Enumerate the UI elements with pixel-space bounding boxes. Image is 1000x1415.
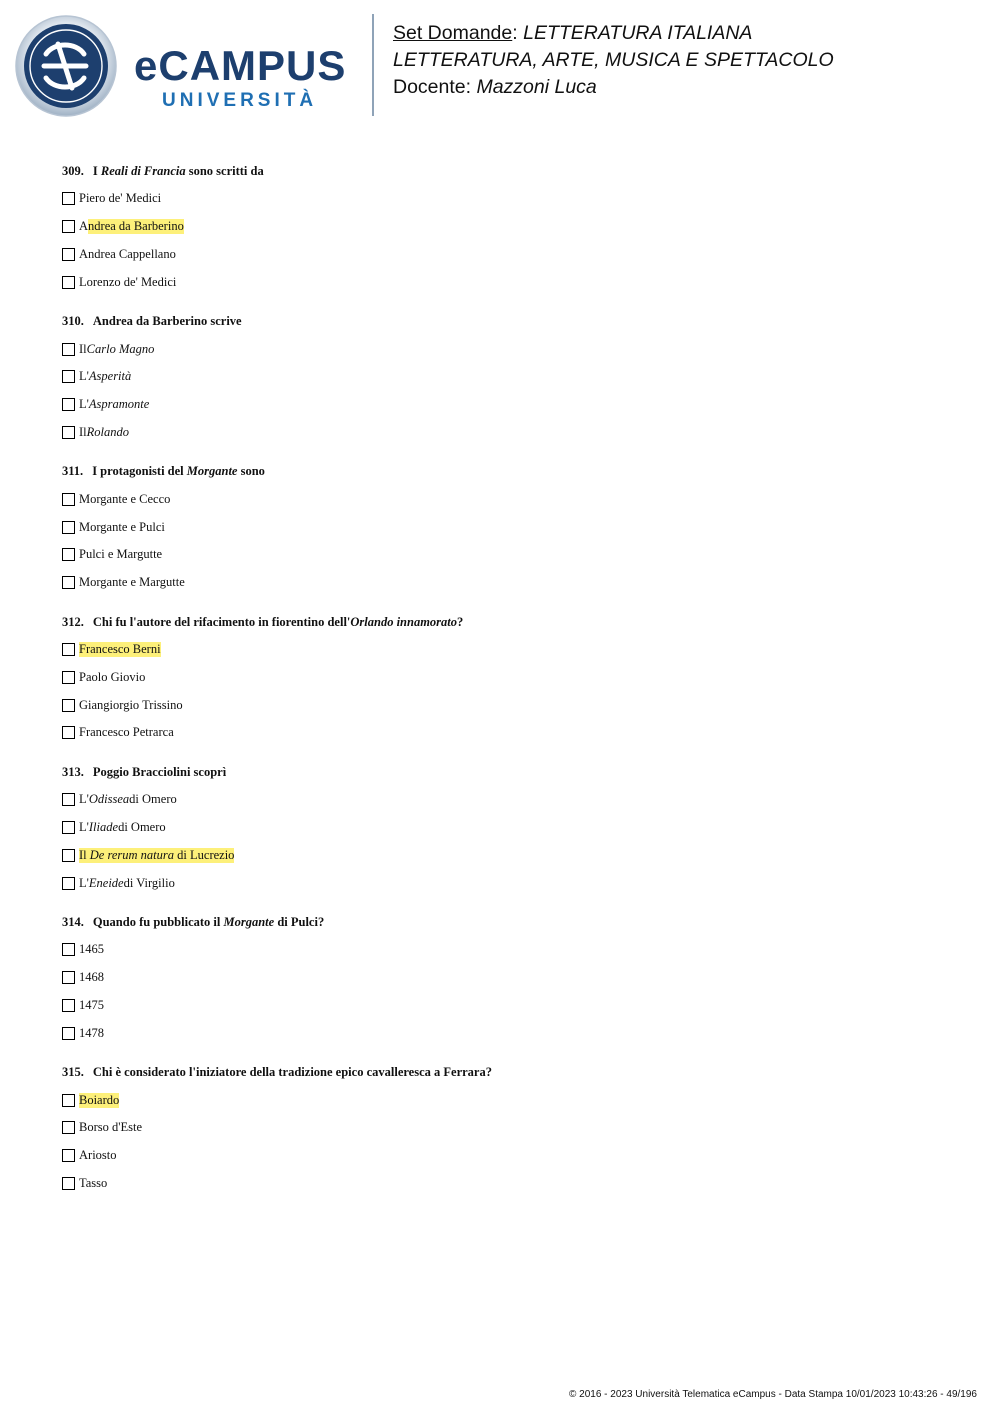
answer-option[interactable] <box>62 936 942 964</box>
option-text-italic: Iliade <box>88 819 119 834</box>
teacher-value: Mazzoni Luca <box>476 76 597 98</box>
question-number: 310. <box>62 314 84 329</box>
option-text: 1468 <box>79 970 104 985</box>
answer-option[interactable] <box>62 1142 942 1170</box>
answer-option[interactable] <box>62 241 942 269</box>
question-title <box>62 160 942 182</box>
checkbox[interactable] <box>62 220 75 233</box>
question-text: Chi è considerato l'iniziatore della tradizione epico cavalleresca a Ferrara? <box>92 1065 492 1080</box>
set-value: LETTERATURA ITALIANA <box>523 22 753 44</box>
page-footer: © 2016 - 2023 Università Telematica eCampus - Data Stampa 10/01/2023 10:43:26 - 49/196 <box>569 1389 977 1400</box>
answer-option[interactable] <box>62 992 942 1020</box>
set-sep: : <box>512 22 524 44</box>
question-text: I protagonisti del <box>92 464 187 479</box>
answer-option[interactable] <box>62 841 942 869</box>
option-text-highlighted: Boiardo <box>79 1092 120 1107</box>
question-text: Chi fu l'autore del rifacimento in fiorentino dell' <box>92 614 351 629</box>
question-315 <box>62 1061 942 1197</box>
option-text: A <box>79 219 89 234</box>
option-text-highlighted <box>79 848 234 863</box>
answer-option[interactable] <box>62 485 942 513</box>
answer-option[interactable] <box>62 786 942 814</box>
checkbox[interactable] <box>62 1121 75 1134</box>
option-text-italic: Aspramonte <box>88 397 150 412</box>
set-line-2 <box>393 47 834 74</box>
question-text-italic: Morgante <box>186 464 238 479</box>
question-310 <box>62 310 942 446</box>
option-text: 1478 <box>79 1025 104 1040</box>
checkbox[interactable] <box>62 999 75 1012</box>
answer-option[interactable] <box>62 663 942 691</box>
option-text: L' <box>79 819 89 834</box>
answer-option[interactable] <box>62 391 942 419</box>
option-text: Morgante e Margutte <box>79 575 185 590</box>
option-text: Lorenzo de' Medici <box>79 274 177 289</box>
option-text: Ariosto <box>79 1148 117 1163</box>
answer-option[interactable] <box>62 719 942 747</box>
logo-subtitle: UNIVERSITÀ <box>162 90 318 111</box>
checkbox[interactable] <box>62 1027 75 1040</box>
answer-option[interactable] <box>62 335 942 363</box>
checkbox[interactable] <box>62 426 75 439</box>
checkbox[interactable] <box>62 493 75 506</box>
option-text: L' <box>79 397 89 412</box>
answer-option[interactable] <box>62 691 942 719</box>
question-311 <box>62 460 942 596</box>
answer-option[interactable] <box>62 964 942 992</box>
checkbox[interactable] <box>62 726 75 739</box>
question-text-italic: Orlando innamorato <box>350 614 458 629</box>
question-title <box>62 911 942 933</box>
option-text-highlighted: ndrea da Barberino <box>88 219 184 234</box>
question-title <box>62 310 942 332</box>
checkbox[interactable] <box>62 548 75 561</box>
option-text: Borso d'Este <box>79 1120 143 1135</box>
question-text-italic: Morgante <box>223 914 275 929</box>
option-text: 1475 <box>79 997 104 1012</box>
checkbox[interactable] <box>62 521 75 534</box>
set-label: Set Domande <box>393 22 513 44</box>
checkbox[interactable] <box>62 248 75 261</box>
option-text-end: di Virgilio <box>123 875 175 890</box>
option-text-italic: Odissea <box>88 792 130 807</box>
question-text: Andrea da Barberino scrive <box>92 314 242 329</box>
answer-option[interactable] <box>62 213 942 241</box>
question-text-end: sono scritti da <box>185 164 264 178</box>
question-313 <box>62 761 942 897</box>
answer-option[interactable] <box>62 513 942 541</box>
question-number: 311. <box>62 464 84 479</box>
checkbox[interactable] <box>62 370 75 383</box>
question-number: 315. <box>62 1065 84 1080</box>
question-number: 309. <box>62 164 84 178</box>
header-divider <box>372 14 374 116</box>
question-text-italic: Reali di Francia <box>100 164 186 178</box>
question-title <box>62 460 942 482</box>
question-number: 314. <box>62 914 84 929</box>
question-number: 312. <box>62 614 84 629</box>
option-text: Tasso <box>79 1175 108 1190</box>
option-text-end: di Omero <box>129 792 177 807</box>
option-text-highlighted: Francesco Berni <box>79 641 161 656</box>
option-text-italic: Asperità <box>88 369 132 384</box>
question-text-end: di Pulci? <box>274 914 325 929</box>
option-text: Morgante e Cecco <box>79 491 171 506</box>
answer-option[interactable] <box>62 363 942 391</box>
set-line2: LETTERATURA, ARTE, MUSICA E SPETTACOLO <box>393 49 834 71</box>
option-text: Il <box>79 341 87 356</box>
option-text-italic: De rerum natura <box>89 847 175 862</box>
page-header <box>0 0 1000 130</box>
checkbox[interactable] <box>62 877 75 890</box>
question-text: Quando fu pubblicato il <box>92 914 224 929</box>
option-text: L' <box>79 875 89 890</box>
question-list <box>62 160 942 1211</box>
answer-option[interactable] <box>62 1086 942 1114</box>
checkbox[interactable] <box>62 643 75 656</box>
checkbox[interactable] <box>62 849 75 862</box>
question-number: 313. <box>62 764 84 779</box>
checkbox[interactable] <box>62 671 75 684</box>
answer-option[interactable] <box>62 541 942 569</box>
option-text: Piero de' Medici <box>79 191 162 206</box>
checkbox[interactable] <box>62 699 75 712</box>
question-312 <box>62 611 942 747</box>
question-title <box>62 611 942 633</box>
teacher-label: Docente: <box>393 76 477 98</box>
answer-option[interactable] <box>62 869 942 897</box>
answer-option[interactable] <box>62 1019 942 1047</box>
option-text: Il <box>79 424 87 439</box>
option-text-italic: Eneide <box>88 875 124 890</box>
answer-option[interactable] <box>62 1114 942 1142</box>
option-text: Giangiorgio Trissino <box>79 697 183 712</box>
option-text-end: di Omero <box>118 819 166 834</box>
question-title <box>62 1061 942 1083</box>
option-text: L' <box>79 369 89 384</box>
checkbox[interactable] <box>62 943 75 956</box>
answer-option[interactable] <box>62 419 942 447</box>
ecampus-logo <box>14 14 359 118</box>
option-text: Pulci e Margutte <box>79 547 163 562</box>
checkbox[interactable] <box>62 821 75 834</box>
checkbox[interactable] <box>62 343 75 356</box>
checkbox[interactable] <box>62 793 75 806</box>
option-text: Paolo Giovio <box>79 669 146 684</box>
question-text-end: ? <box>457 614 464 629</box>
answer-option[interactable] <box>62 1170 942 1198</box>
option-text-italic: Rolando <box>86 424 129 439</box>
checkbox[interactable] <box>62 1149 75 1162</box>
option-text: Francesco Petrarca <box>79 725 174 740</box>
answer-option[interactable] <box>62 636 942 664</box>
answer-option[interactable] <box>62 185 942 213</box>
checkbox[interactable] <box>62 276 75 289</box>
checkbox[interactable] <box>62 971 75 984</box>
option-text-end: di Lucrezio <box>174 847 235 862</box>
teacher-line <box>393 74 834 101</box>
checkbox[interactable] <box>62 398 75 411</box>
answer-option[interactable] <box>62 814 942 842</box>
question-title <box>62 761 942 783</box>
option-text: Morgante e Pulci <box>79 519 165 534</box>
checkbox[interactable] <box>62 192 75 205</box>
question-text: Poggio Bracciolini scoprì <box>92 764 227 779</box>
checkbox[interactable] <box>62 1177 75 1190</box>
answer-option[interactable] <box>62 569 942 597</box>
question-text-end: sono <box>237 464 265 479</box>
header-info <box>393 20 834 101</box>
question-309 <box>62 160 942 296</box>
set-line <box>393 20 834 47</box>
question-text: I <box>92 164 101 178</box>
logo-wordmark: eCAMPUS <box>134 42 347 89</box>
answer-option[interactable] <box>62 268 942 296</box>
option-text: 1465 <box>79 942 104 957</box>
question-314 <box>62 911 942 1047</box>
option-text: Andrea Cappellano <box>79 246 176 261</box>
checkbox[interactable] <box>62 576 75 589</box>
option-text-italic: Carlo Magno <box>86 341 155 356</box>
checkbox[interactable] <box>62 1094 75 1107</box>
option-text: Il <box>79 847 90 862</box>
option-text: L' <box>79 792 89 807</box>
